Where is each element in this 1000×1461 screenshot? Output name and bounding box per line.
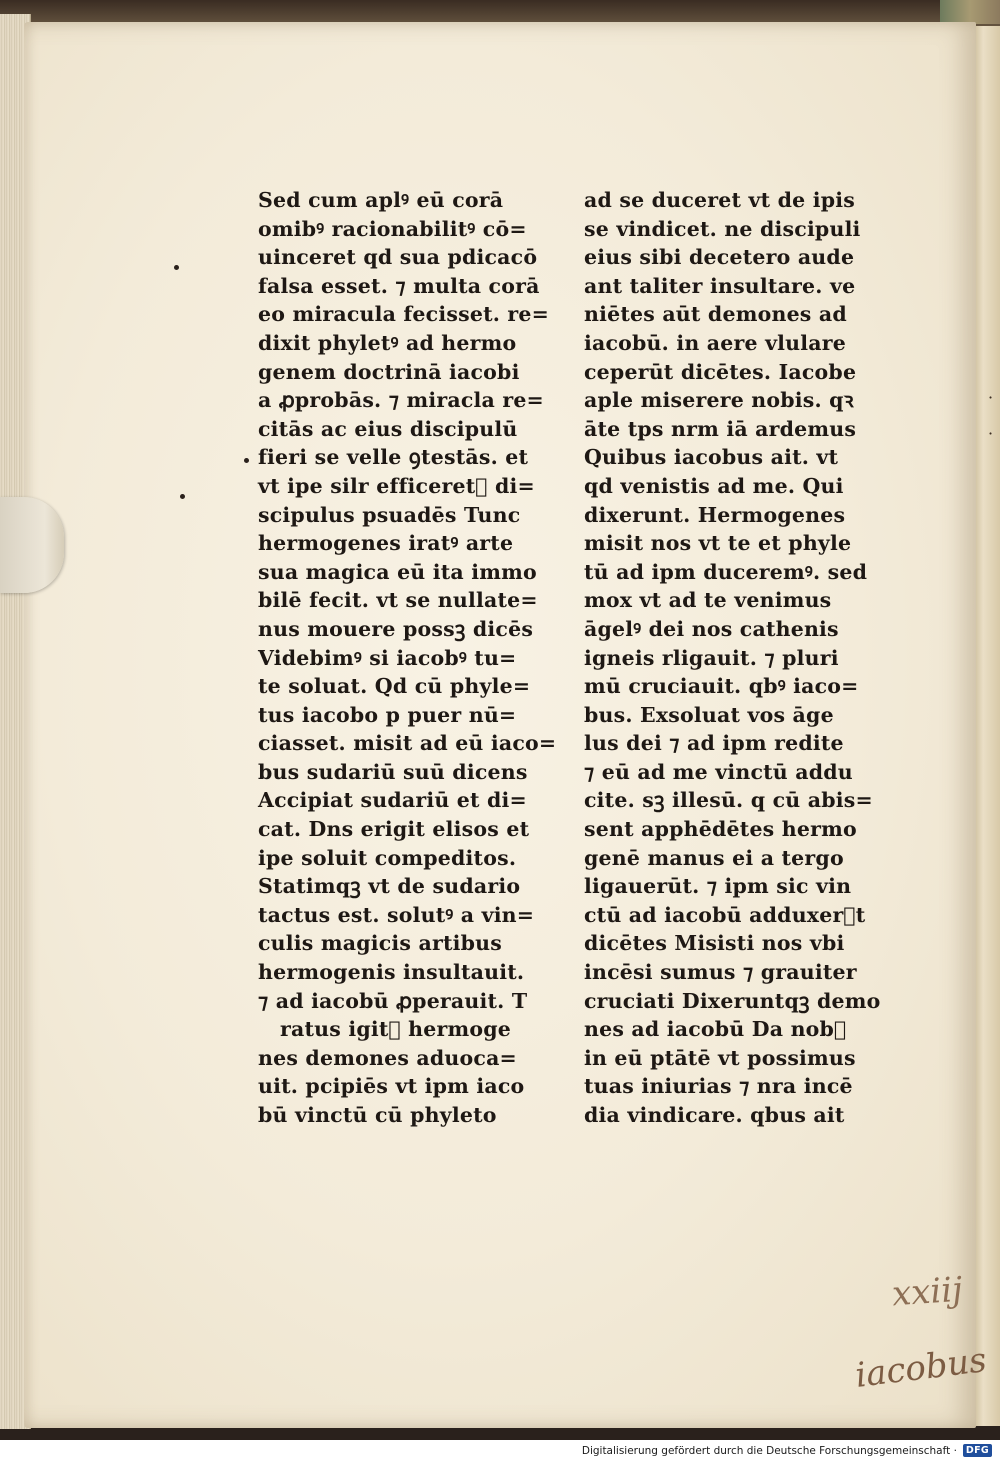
text-line: tus iacobo p puer nū= [258,702,517,727]
text-line: Quibus iacobus ait. vt [584,445,839,470]
text-line: dicētes Misisti nos vbi [584,931,845,956]
text-line: Statimqꝫ vt de sudario [258,874,521,899]
text-line: mū cruciauit. qbꝰ iaco= [584,674,859,699]
text-line: scipulus psuadēs Tunc [258,502,521,527]
footer-credit-text: Digitalisierung gefördert durch die Deutsche Forschungsgemeinschaft · [581,1444,957,1457]
text-line: dixerunt. Hermogenes [584,502,846,527]
text-line: eo miracula fecisset. re= [258,302,550,327]
text-line: lus dei ⁊ ad ipm redite [584,731,844,756]
page-tab-marker [0,497,64,593]
text-line: ⁊ eū ad me vinctū addu [584,759,853,784]
ink-dot [174,265,179,270]
text-line: bus sudariū suū dicens [258,759,528,784]
text-line: falsa esset. ⁊ multa corā [258,273,540,298]
text-line: nes ad iacobū Da nobᷤ [584,1017,847,1042]
facing-page-edge [972,26,1000,1426]
text-line: mox vt ad te venimus [584,588,832,613]
binding-corner [940,0,1000,24]
text-line: genē manus ei a tergo [584,845,844,870]
text-line: te soluat. Qd cū phyle= [258,674,531,699]
digitization-footer [0,1440,1000,1461]
text-line: bilē fecit. vt se nullate= [258,588,538,613]
text-line: Accipiat sudariū et di= [258,788,527,813]
text-line: a ꝓprobās. ⁊ miracla re= [258,388,544,413]
text-line: fieri se velle ꝯtestās. et [258,445,529,470]
text-line: igneis rligauit. ⁊ pluri [584,645,839,670]
text-line: tuas iniurias ⁊ nra incē [584,1074,853,1099]
text-line: cat. Dns erigit elisos et [258,817,530,842]
dfg-logo-icon: DFG [963,1444,992,1457]
text-line: tactus est. solutꝰ a vin= [258,902,535,927]
text-line: ciasset. misit ad eū iaco= [258,731,557,756]
text-line: ratus igitᷣ hermoge [280,1017,512,1042]
running-head-note: iacobus [853,1340,989,1396]
ink-dot [244,458,249,463]
text-column-right [584,186,884,1130]
text-line: bū vinctū cū phyleto [258,1103,497,1127]
text-line: ligauerūt. ⁊ ipm sic vin [584,874,852,899]
folio-number: xxiij [890,1269,964,1315]
facing-page-glyphs: · · [988,388,994,443]
text-line: incēsi sumus ⁊ grauiter [584,960,857,985]
text-line: dia vindicare. qbus ait [584,1103,845,1127]
text-line: citās ac eius discipulū [258,416,518,441]
text-line: uit. pcipiēs vt ipm iaco [258,1074,525,1099]
text-line: hermogenis insultauit. [258,960,525,985]
text-line: nes demones aduoca= [258,1045,517,1070]
text-line: hermogenes iratꝰ arte [258,531,514,556]
text-line: cruciati Dixeruntqꝫ demo [584,988,881,1013]
text-line: omibꝰ racionabilitꝰ cō= [258,216,527,241]
text-line: ⁊ ad iacobū ꝓperauit. T [258,988,528,1013]
text-line: ceperūt dicētes. Iacobe [584,359,857,384]
ink-dot [180,494,185,499]
text-line: misit nos vt te et phyle [584,531,852,556]
text-line: ctū ad iacobū adduxerᷓt [584,902,866,927]
text-line: nus mouere possꝫ dicēs [258,616,534,641]
text-line: uinceret qd sua pdicacō [258,245,538,270]
text-line: Sed cum aplꝰ eū corā [258,188,504,212]
text-line: sent apphēdētes hermo [584,817,857,842]
text-line: genem doctrinā iacobi [258,359,520,384]
text-line: qd venistis ad me. Qui [584,473,844,498]
text-line: Videbimꝰ si iacobꝰ tu= [258,645,517,670]
text-line: aple miserere nobis. qꝛ [584,388,854,413]
text-line: tū ad ipm duceremꝰ. sed [584,559,868,584]
text-column-left [258,186,558,1130]
text-line: eius sibi decetero aude [584,245,855,270]
text-line: ad se duceret vt de ipis [584,188,855,212]
text-line: sua magica eū ita immo [258,559,537,584]
text-line: se vindicet. ne discipuli [584,216,861,241]
text-line: ipe soluit compeditos. [258,845,517,870]
text-line: bus. Exsoluat vos āge [584,702,834,727]
text-line: ant taliter insultare. ve [584,273,856,298]
text-line: dixit phyletꝰ ad hermo [258,330,517,355]
text-line: in eū ptātē vt possimus [584,1045,856,1070]
text-line: vt ipe silr efficeretᷣ di= [258,473,535,498]
text-line: cite. sꝫ illesū. q cū abis= [584,788,873,813]
text-line: niētes aūt demones ad [584,302,847,327]
text-line: āte tps nrm iā ardemus [584,416,857,441]
text-line: iacobū. in aere vlulare [584,330,846,355]
text-line: āgelꝰ dei nos cathenis [584,616,839,641]
text-line: culis magicis artibus [258,931,503,956]
